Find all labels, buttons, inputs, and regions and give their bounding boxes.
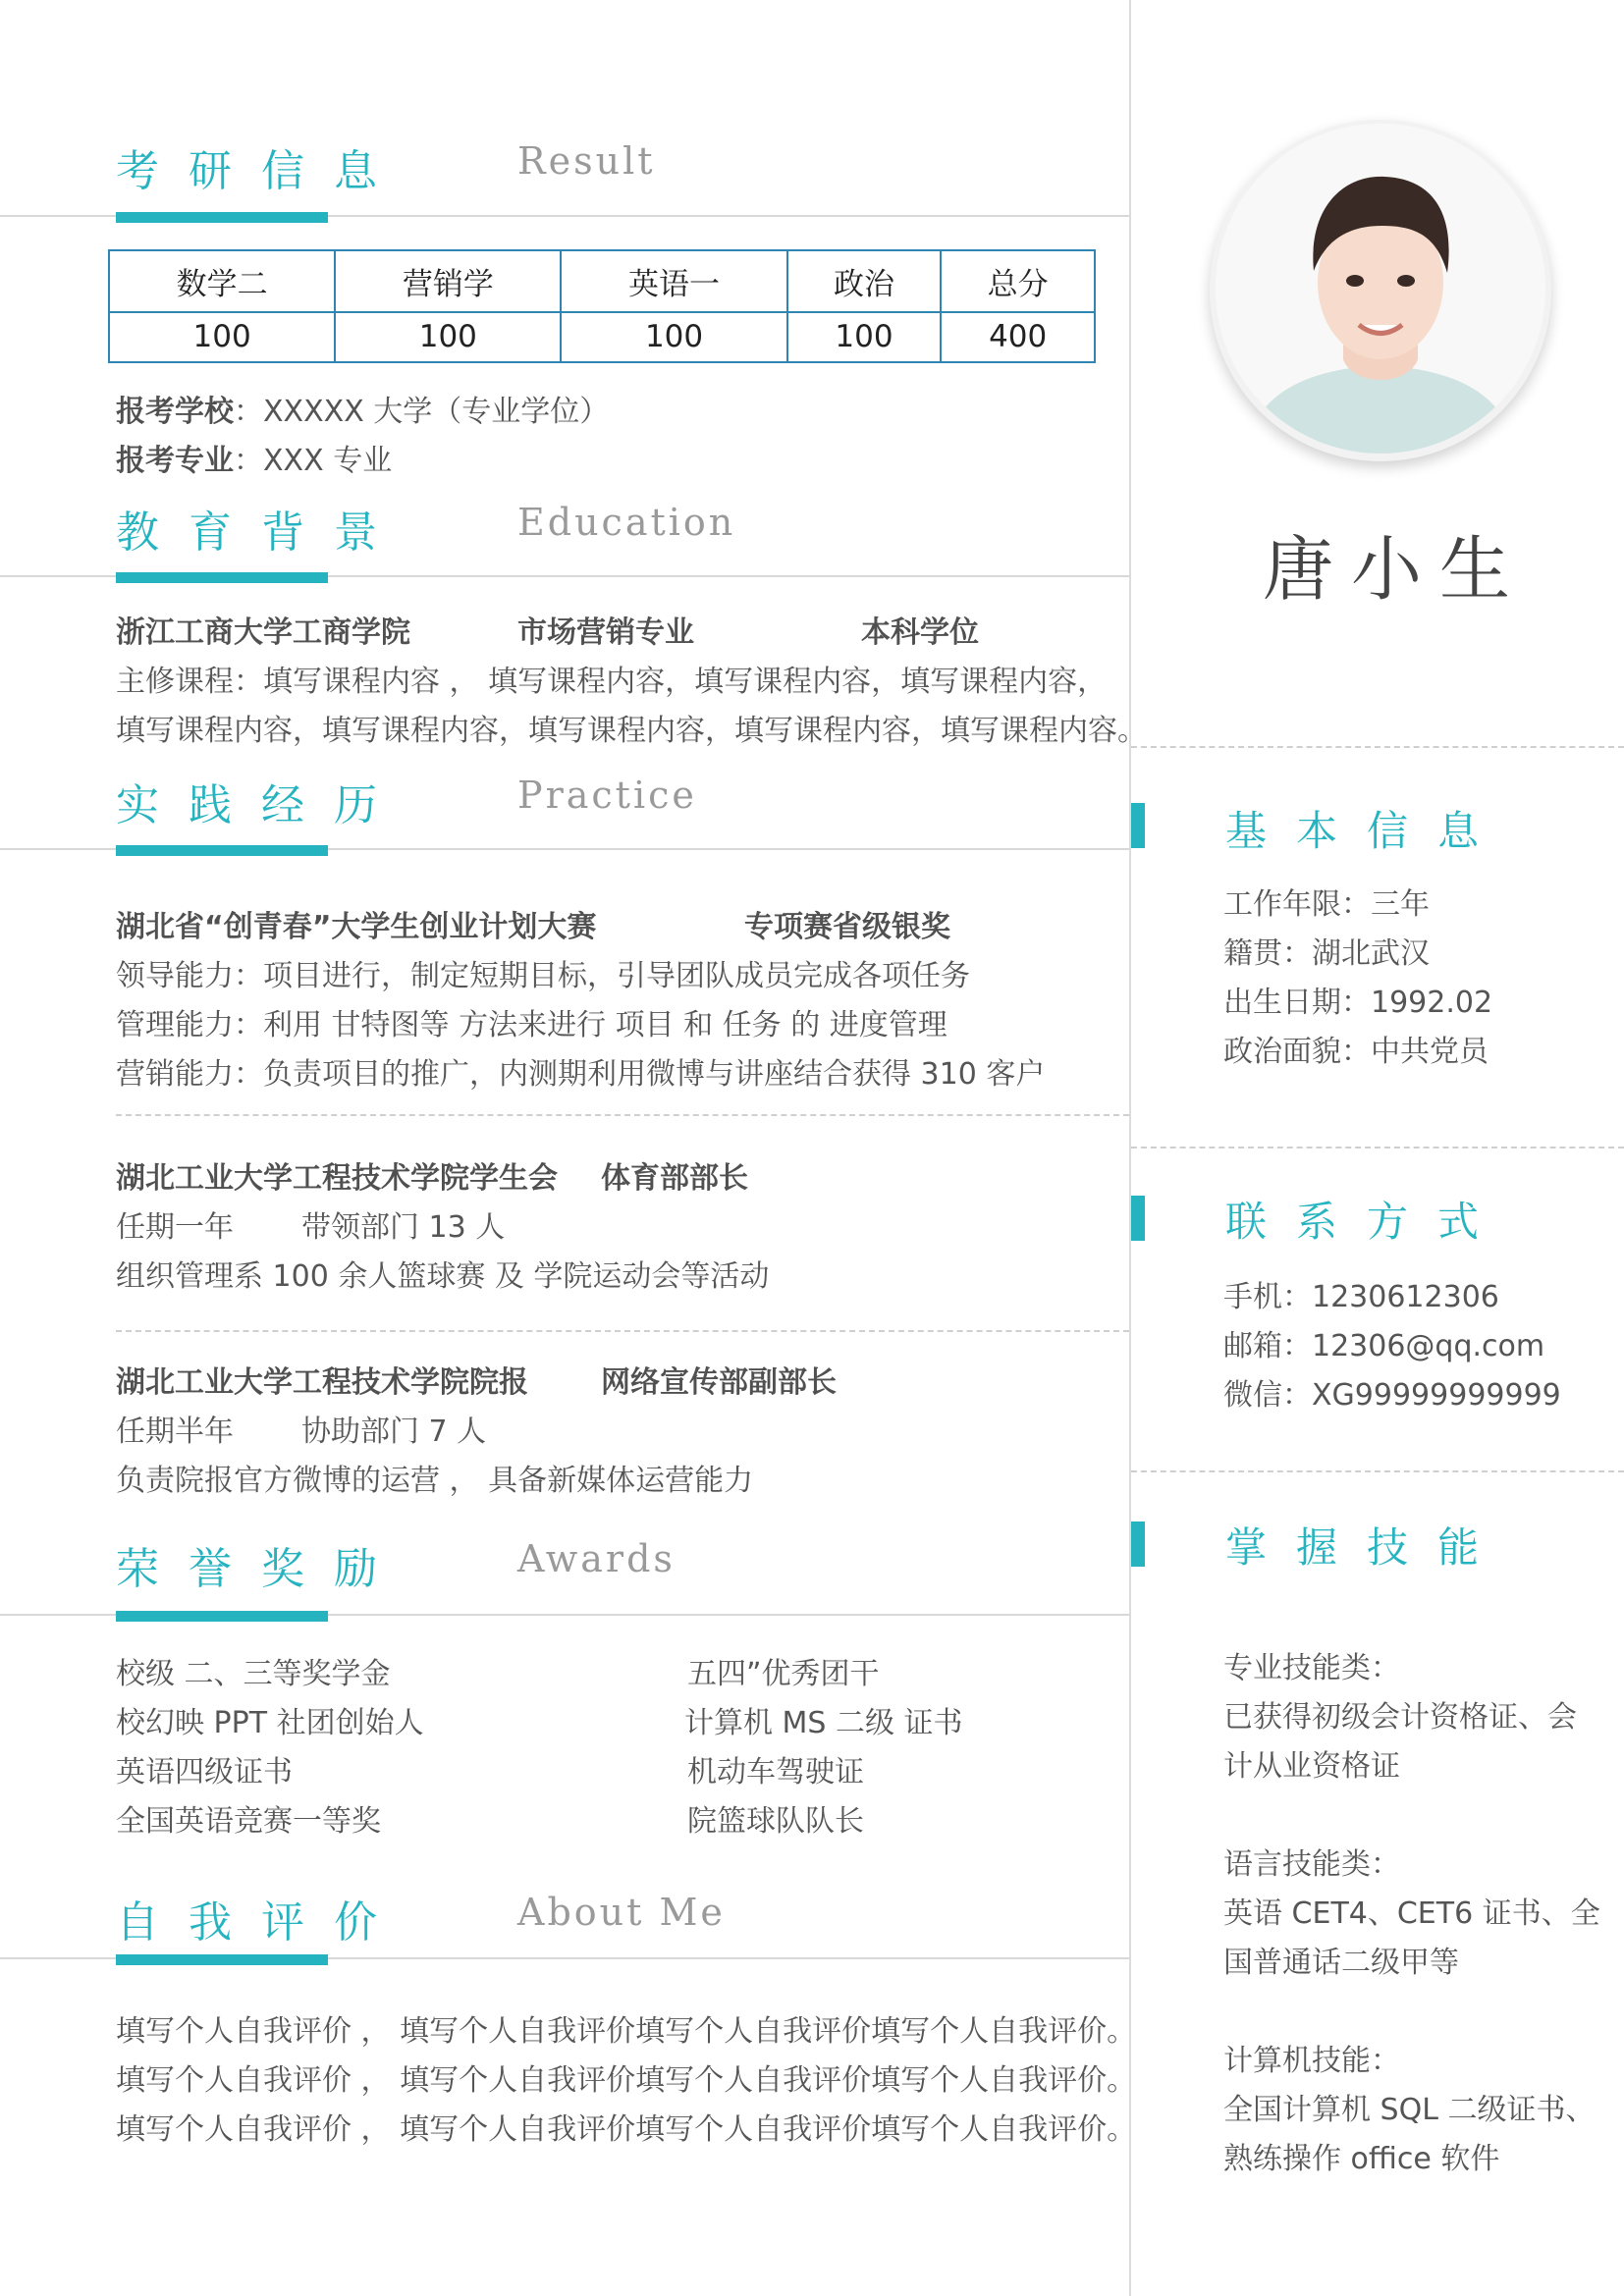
sidebar-accent-mark <box>1131 1522 1145 1567</box>
contact-email: 邮箱：12306@qq.com <box>1223 1329 1545 1363</box>
target-major <box>116 436 392 479</box>
section-accent-bar <box>116 1611 328 1622</box>
basic-info-item: 籍贯：湖北武汉 <box>1223 936 1430 971</box>
education-major: 市场营销专业 <box>517 615 694 650</box>
section-subtitle-about: About Me <box>517 1891 726 1934</box>
practice-2-role: 体育部部长 <box>601 1161 748 1196</box>
practice-2-term: 任期一年 <box>116 1210 234 1245</box>
award-item: 英语四级证书 <box>116 1755 293 1789</box>
scores-value-row <box>109 312 1095 362</box>
section-title-contact: 联系方式 <box>1225 1198 1509 1246</box>
section-title-practice: 实践经历 <box>116 780 406 830</box>
award-item: 五四”优秀团干 <box>687 1657 880 1691</box>
basic-info-item: 工作年限：三年 <box>1223 887 1430 922</box>
about-line: 填写个人自我评价 ， 填写个人自我评价填写个人自我评价填写个人自我评价。 <box>116 2014 1137 2049</box>
contact-wechat: 微信：XG99999999999 <box>1223 1378 1561 1413</box>
section-title-education: 教育背景 <box>116 507 406 558</box>
section-accent-bar <box>116 845 328 856</box>
award-item: 校级 二、三等奖学金 <box>116 1657 391 1691</box>
score-value: 100 <box>787 312 942 362</box>
contact-phone: 手机：1230612306 <box>1223 1280 1499 1314</box>
practice-1-award: 专项赛省级银奖 <box>744 910 950 944</box>
award-item: 全国英语竞赛一等奖 <box>116 1804 381 1839</box>
basic-info-item: 政治面貌：中共党员 <box>1223 1035 1489 1069</box>
target-school <box>116 387 609 430</box>
about-line: 填写个人自我评价 ， 填写个人自我评价填写个人自我评价填写个人自我评价。 <box>116 2063 1137 2098</box>
practice-2-team: 带领部门 13 人 <box>301 1210 506 1245</box>
target-major-value: ：XXX 专业 <box>234 444 393 478</box>
skills-line: 熟练操作 office 软件 <box>1223 2142 1500 2176</box>
score-value: 100 <box>335 312 561 362</box>
skills-line: 国普通话二级甲等 <box>1223 1946 1459 1980</box>
practice-3-term: 任期半年 <box>116 1415 234 1449</box>
section-accent-bar <box>116 212 328 223</box>
section-title-basic-info: 基本信息 <box>1225 807 1509 855</box>
entry-divider <box>116 1114 1129 1116</box>
award-item: 机动车驾驶证 <box>687 1755 864 1789</box>
award-item: 计算机 MS 二级 证书 <box>684 1706 963 1740</box>
practice-3-team: 协助部门 7 人 <box>301 1415 487 1449</box>
practice-1-line: 领导能力：项目进行，制定短期目标，引导团队成员完成各项任务 <box>116 959 970 993</box>
section-subtitle-awards: Awards <box>517 1537 676 1580</box>
avatar-portrait <box>1216 124 1545 454</box>
practice-3-title: 湖北工业大学工程技术学院院报 <box>116 1365 528 1400</box>
skills-line: 英语 CET4、CET6 证书、全 <box>1223 1896 1600 1931</box>
target-school-label: 报考学校 <box>116 395 234 429</box>
sidebar-divider <box>1131 1470 1624 1472</box>
skills-line: 计从业资格证 <box>1223 1749 1400 1784</box>
score-header: 政治 <box>787 250 942 312</box>
skills-category-label: 专业技能类： <box>1223 1651 1400 1685</box>
practice-1-line: 营销能力：负责项目的推广，内测期利用微博与讲座结合获得 310 客户 <box>116 1057 1046 1092</box>
award-item: 校幻映 PPT 社团创始人 <box>116 1706 424 1740</box>
practice-2-line: 组织管理系 100 余人篮球赛 及 学院运动会等活动 <box>116 1259 770 1294</box>
score-header: 数学二 <box>109 250 335 312</box>
section-title-skills: 掌握技能 <box>1225 1523 1509 1572</box>
target-major-label: 报考专业 <box>116 444 234 478</box>
score-value: 100 <box>109 312 335 362</box>
section-accent-bar <box>116 1954 328 1965</box>
sidebar-accent-mark <box>1131 1196 1145 1241</box>
skills-category-label: 计算机技能： <box>1223 2044 1400 2078</box>
practice-1-line: 管理能力：利用 甘特图等 方法来进行 项目 和 任务 的 进度管理 <box>116 1008 947 1042</box>
scores-header-row <box>109 250 1095 312</box>
skills-category-label: 语言技能类： <box>1223 1847 1400 1882</box>
section-title-about: 自我评价 <box>116 1897 406 1948</box>
skills-line: 全国计算机 SQL 二级证书、 <box>1223 2093 1596 2127</box>
section-accent-bar <box>116 572 328 583</box>
score-header: 英语一 <box>561 250 786 312</box>
section-title-awards: 荣誉奖励 <box>116 1544 406 1594</box>
award-item: 院篮球队队长 <box>687 1804 864 1839</box>
section-subtitle-result: Result <box>517 139 656 183</box>
score-value: 100 <box>561 312 786 362</box>
education-courses-line: 填写课程内容，填写课程内容，填写课程内容，填写课程内容，填写课程内容。 <box>116 714 1147 748</box>
target-school-value: ：XXXXX 大学（专业学位） <box>234 395 610 429</box>
entry-divider <box>116 1330 1129 1332</box>
sidebar-divider <box>1131 1147 1624 1148</box>
scores-table <box>108 249 1096 363</box>
practice-2-title: 湖北工业大学工程技术学院学生会 <box>116 1161 558 1196</box>
avatar <box>1216 124 1545 454</box>
practice-1-title: 湖北省“创青春”大学生创业计划大赛 <box>116 910 597 944</box>
sidebar-divider <box>1131 746 1624 748</box>
skills-line: 已获得初级会计资格证、会 <box>1223 1700 1577 1735</box>
sidebar-accent-mark <box>1131 803 1145 848</box>
practice-3-role: 网络宣传部副部长 <box>601 1365 837 1400</box>
education-school: 浙江工商大学工商学院 <box>116 615 410 650</box>
section-subtitle-education: Education <box>517 501 736 544</box>
section-subtitle-practice: Practice <box>517 774 697 817</box>
education-courses-line: 主修课程：填写课程内容 ， 填写课程内容，填写课程内容，填写课程内容， <box>116 665 1108 699</box>
score-header: 营销学 <box>335 250 561 312</box>
practice-3-line: 负责院报官方微博的运营 ， 具备新媒体运营能力 <box>116 1464 754 1498</box>
section-title-result: 考研信息 <box>116 146 406 196</box>
education-degree: 本科学位 <box>861 615 979 650</box>
about-line: 填写个人自我评价 ， 填写个人自我评价填写个人自我评价填写个人自我评价。 <box>116 2112 1137 2147</box>
candidate-name: 唐小生 <box>1263 528 1529 611</box>
basic-info-item: 出生日期：1992.02 <box>1223 986 1493 1020</box>
score-header: 总分 <box>941 250 1095 312</box>
score-value: 400 <box>941 312 1095 362</box>
